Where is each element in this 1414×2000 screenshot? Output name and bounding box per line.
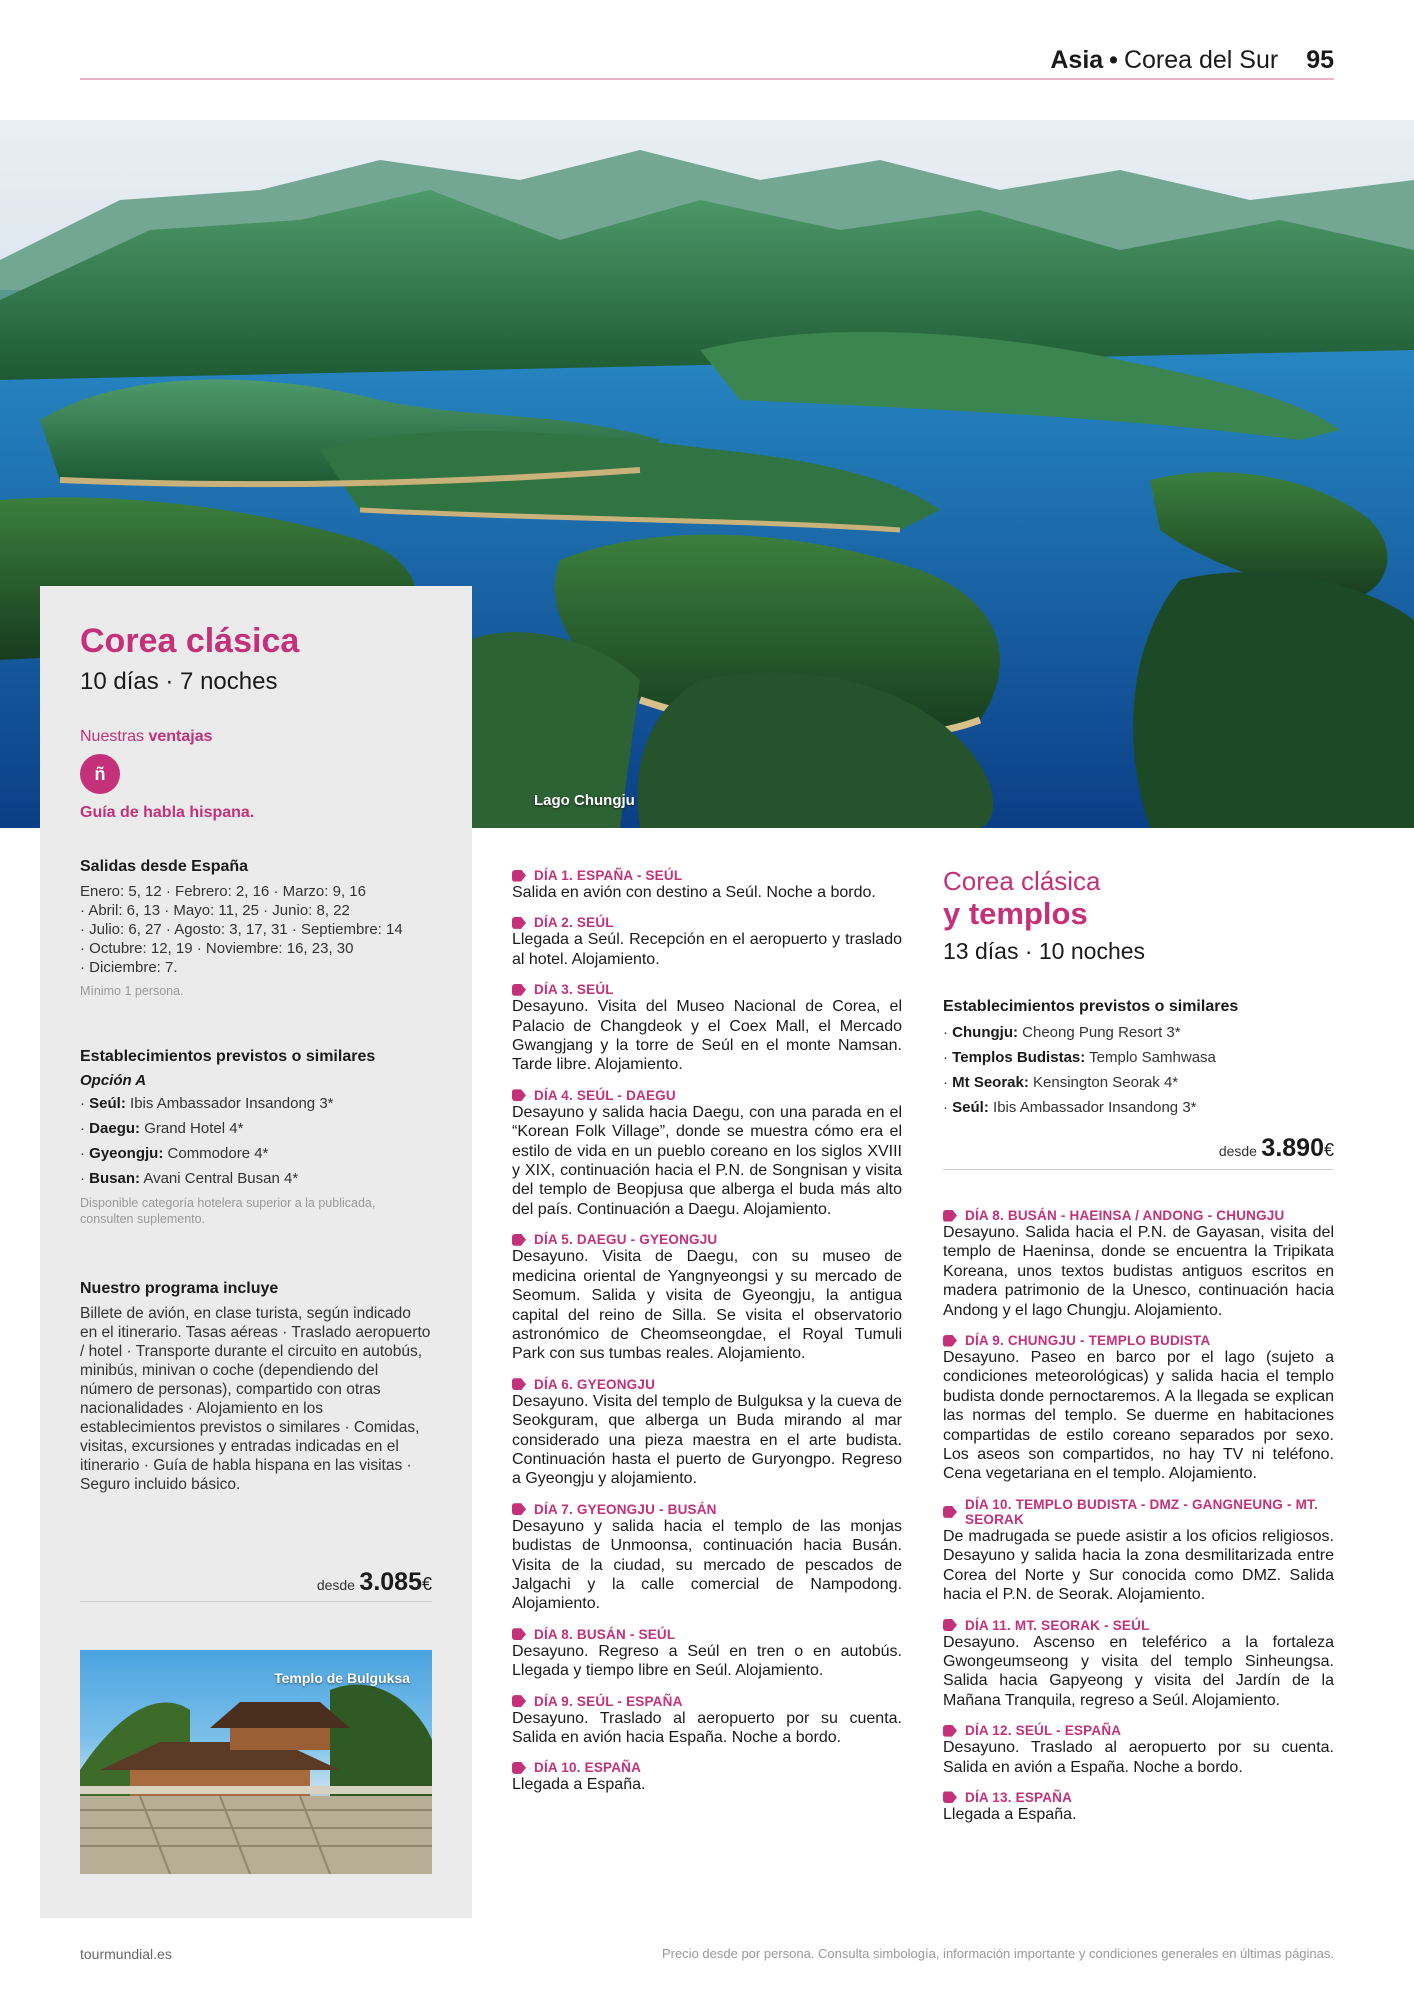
hotel-item (943, 1095, 1334, 1120)
advantages-strong: ventajas (148, 728, 213, 745)
temple-photo (80, 1650, 432, 1874)
hotel-city: Busan: (89, 1170, 141, 1187)
hotel-city: Templos Budistas: (952, 1049, 1086, 1066)
header-region: Asia (1050, 46, 1104, 74)
advantages-prefix: Nuestras (80, 728, 145, 745)
includes-text: Billete de avión, en clase turista, según indicado en el itinerario. Tasas aéreas · Traslado aeropuerto / hotel · Transporte durante el circuito en autobús, minibús, minivan o coche (dependiendo del número de personas), compartido con otras nacionalidades · Alojamiento en los establecimientos previstos o similares · Comidas, visitas, excursiones y entradas indicadas en el itinerario · Guía de habla hispana en las visitas · Seguro incluido básico. (80, 1305, 431, 1493)
page-number: 95 (1306, 46, 1334, 74)
hotel-name: Ibis Ambassador Insandong 3* (130, 1095, 334, 1112)
arrow-icon (512, 917, 526, 929)
tour2-hotel-list (943, 1020, 1334, 1120)
hotel-name: Cheong Pung Resort 3* (1022, 1024, 1181, 1041)
arrow-icon (512, 1762, 526, 1774)
day-text: Desayuno y salida hacia Daegu, con una parada en el “Korean Folk Village”, donde se muestra cómo era el estilo de vida en un pueblo coreano en los siglos XVIII y XIX, continuación hacia el P.N. de Songnisan y visita del templo de Beopjusa que alberga el buda más alto del país. Continuación a Daegu. Alojamiento. (512, 1103, 902, 1218)
itinerary-column-1 (512, 868, 902, 1808)
header-separator: • (1109, 46, 1118, 74)
day-text: Desayuno. Visita del templo de Bulguksa y la cueva de Seokguram, que alberga un Buda mirando al mar considerado una pieza maestra en el arte budista. Continuación hasta el puerto de Guryongpo. Regreso a Gyeongju y alojamiento. (512, 1392, 902, 1488)
tour2-hotels-title: Establecimientos previstos o similares (943, 998, 1239, 1015)
price-box (80, 1568, 432, 1602)
arrow-icon (943, 1506, 957, 1518)
day-text: Llegada a España. (943, 1805, 1077, 1823)
hotels-section (80, 1048, 432, 1227)
departures-list (80, 882, 432, 977)
day-text: Desayuno. Traslado al aeropuerto por su cuenta. Salida en avión hacia España. Noche a bordo. (512, 1709, 902, 1746)
arrow-icon (943, 1335, 957, 1347)
hotel-item (80, 1116, 432, 1141)
arrow-icon (512, 1503, 526, 1515)
footer-disclaimer: Precio desde por persona. Consulta simbología, información importante y condiciones generales en últimas páginas. (661, 1946, 1334, 1961)
hotel-item (80, 1166, 432, 1191)
arrow-icon (943, 1725, 957, 1737)
departures-line: · Julio: 6, 27 · Agosto: 3, 17, 31 · Septiembre: 14 (80, 921, 403, 938)
hotel-name: Avani Central Busan 4* (143, 1170, 299, 1187)
hotel-city: Daegu: (89, 1120, 141, 1137)
arrow-icon (512, 1378, 526, 1390)
tour-info-panel (40, 586, 472, 1918)
itinerary-day (512, 1627, 902, 1681)
day-heading: DÍA 11. MT. SEORAK - SEÚL (965, 1617, 1150, 1633)
departures-line: · Octubre: 12, 19 · Noviembre: 16, 23, 30 (80, 940, 354, 957)
price-value: 3.085 (359, 1568, 422, 1596)
day-heading: DÍA 7. GYEONGJU - BUSÁN (534, 1501, 717, 1517)
departures-title: Salidas desde España (80, 858, 249, 875)
hotel-name: Ibis Ambassador Insandong 3* (993, 1099, 1197, 1116)
itinerary-day (512, 1232, 902, 1363)
header-breadcrumb (1050, 46, 1334, 75)
hotels-title: Establecimientos previstos o similares (80, 1048, 376, 1065)
arrow-icon (512, 1089, 526, 1101)
departures-line: Enero: 5, 12 · Febrero: 2, 16 · Marzo: 9, 16 (80, 883, 366, 900)
day-text: Desayuno. Paseo en barco por el lago (sujeto a condiciones meteorológicas) y salida hacia el templo budista donde pernoctaremos. A la llegada se explican las normas del templo. Se duerme en habitaciones compartidas de estilo coreano separados por sexo. Los aseos son compartidos, no hay TV ni teléfono. Cena vegetariana en el templo. Alojamiento. (943, 1349, 1334, 1483)
hotel-city: Seúl: (952, 1099, 989, 1116)
hotel-item (80, 1141, 432, 1166)
arrow-icon (512, 1695, 526, 1707)
hotel-city: Seúl: (89, 1095, 126, 1112)
day-text: Llegada a España. (512, 1776, 646, 1794)
includes-title: Nuestro programa incluye (80, 1280, 279, 1297)
day-text: Desayuno. Ascenso en teleférico a la fortaleza Gwongeumseong y visita del templo Sinheungsa. Salida hacia Gapyeong y visita del Jardín de la Mañana Tranquila, regreso a Seúl. Alojamiento. (943, 1633, 1334, 1709)
day-heading: DÍA 9. SEÚL - ESPAÑA (534, 1693, 683, 1709)
itinerary-day (512, 1377, 902, 1489)
hotel-city: Gyeongju: (89, 1145, 164, 1162)
day-heading: DÍA 8. BUSÁN - HAEINSA / ANDONG - CHUNGJU (965, 1208, 1285, 1223)
tour2-title-line1: Corea clásica (943, 866, 1101, 896)
tour2-duration: 13 días · 10 noches (943, 938, 1146, 964)
day-text: Salida en avión con destino a Seúl. Noche a bordo. (512, 884, 876, 901)
hotel-name: Commodore 4* (167, 1145, 269, 1162)
day-heading: DÍA 13. ESPAÑA (965, 1789, 1073, 1805)
day-text: De madrugada se puede asistir a los oficios religiosos. Desayuno y salida hacia la zona desmilitarizada entre Corea del Norte y Sur conocida como DMZ. Salida hacia el P.N. de Seorak. Alojamiento. (943, 1527, 1334, 1604)
hotel-note: Disponible categoría hotelera superior a la publicada, consulten suplemento. (80, 1196, 376, 1226)
hotel-name: Templo Samhwasa (1089, 1049, 1216, 1066)
arrow-icon (512, 870, 526, 882)
day-heading: DÍA 5. DAEGU - GYEONGJU (534, 1232, 718, 1248)
itinerary-day (512, 1694, 902, 1748)
header-country: Corea del Sur (1123, 46, 1279, 74)
day-text: Desayuno. Regreso a Seúl en tren o en autobús. Llegada y tiempo libre en Seúl. Alojamiento. (512, 1642, 902, 1680)
day-text: Desayuno. Salida hacia el P.N. de Gayasan, visita del templo de Haeninsa, donde se encuentra la Tripikata Koreana, unos textos budistas antiguos escritos en madera patrimonio de la Unesco, continuación hacia Andong y el lago Chungju. Alojamiento. (943, 1224, 1334, 1319)
price-prefix: desde (1218, 1143, 1257, 1159)
departures-section (80, 858, 432, 999)
price-prefix: desde (316, 1577, 355, 1593)
hotel-list (80, 1091, 432, 1191)
day-heading: DÍA 9. CHUNGJU - TEMPLO BUDISTA (965, 1333, 1211, 1349)
hotel-city: Mt Seorak: (952, 1074, 1029, 1091)
day-heading: DÍA 1. ESPAÑA - SEÚL (534, 868, 683, 883)
day-text: Desayuno y salida hacia el templo de las monjas budistas de Unmoonsa, continuación hacia Busán. Visita de la ciudad, su mercado de pescados de Jalgachi y la calle comercial de Nampodong. Alojamiento. (512, 1517, 902, 1613)
arrow-icon (943, 1619, 957, 1631)
includes-section (80, 1280, 432, 1494)
itinerary-day (512, 868, 902, 902)
itinerary-column-2 (943, 1208, 1334, 1837)
price-currency: € (1323, 1140, 1334, 1160)
day-heading: DÍA 4. SEÚL - DAEGU (534, 1087, 676, 1103)
itinerary-day (943, 1618, 1334, 1711)
day-text: Desayuno. Visita del Museo Nacional de Corea, el Palacio de Changdeok y el Coex Mall, el Mercado Gwangjang y la torre de Seúl en el monte Namsan. Tarde libre. Alojamiento. (512, 998, 902, 1074)
itinerary-day (512, 982, 902, 1075)
itinerary-day (512, 1502, 902, 1614)
itinerary-day (512, 1088, 902, 1219)
arrow-icon (943, 1210, 957, 1222)
hotel-item (943, 1070, 1334, 1095)
tour2-title-line2: y templos (943, 896, 1088, 931)
tour2-price-box (943, 1134, 1334, 1170)
minimum-note: Mínimo 1 persona. (80, 984, 184, 998)
tour-title: Corea clásica (80, 622, 300, 660)
day-text: Desayuno. Visita de Daegu, con su museo de medicina oriental de Yangnyeongsi y su mercado de Seomum. Salida y visita de Gyeongju, la antigua capital del reino de Silla. Se visita el observatorio astronómico de Cheomseongdae, el Royal Tumuli Park con sus tumbas reales. Alojamiento. (512, 1248, 902, 1363)
hotel-item (943, 1020, 1334, 1045)
hotel-name: Kensington Seorak 4* (1033, 1074, 1179, 1091)
hotel-city: Chungju: (952, 1024, 1018, 1041)
hotel-item (943, 1045, 1334, 1070)
day-text: Llegada a Seúl. Recepción en el aeropuerto y traslado al hotel. Alojamiento. (512, 931, 902, 968)
day-heading: DÍA 6. GYEONGJU (534, 1376, 656, 1392)
footer-website-link[interactable]: tourmundial.es (80, 1946, 172, 1962)
spanish-guide-icon: ñ (80, 754, 120, 794)
departures-line: · Abril: 6, 13 · Mayo: 11, 25 · Junio: 8, 22 (80, 902, 350, 919)
advantages-label (80, 728, 432, 746)
day-text: Desayuno. Traslado al aeropuerto por su cuenta. Salida en avión a España. Noche a bordo. (943, 1739, 1334, 1776)
itinerary-day (512, 915, 902, 969)
departures-line: · Diciembre: 7. (80, 959, 178, 976)
hero-caption: Lago Chungju (534, 792, 635, 809)
itinerary-day (943, 1723, 1334, 1777)
day-heading: DÍA 12. SEÚL - ESPAÑA (965, 1723, 1122, 1739)
price-value: 3.890 (1261, 1134, 1324, 1162)
itinerary-day (943, 1497, 1334, 1605)
itinerary-day (512, 1760, 902, 1794)
option-label: Opción A (80, 1072, 147, 1089)
arrow-icon (512, 1628, 526, 1640)
day-heading: DÍA 10. TEMPLO BUDISTA - DMZ - GANGNEUNG - MT. SEORAK (965, 1496, 1318, 1527)
arrow-icon (512, 984, 526, 996)
tour-duration: 10 días · 7 noches (80, 668, 278, 695)
arrow-icon (943, 1791, 957, 1803)
hotel-name: Grand Hotel 4* (144, 1120, 244, 1137)
price-currency: € (421, 1574, 432, 1594)
tour2-hotels-section (943, 998, 1334, 1120)
day-heading: DÍA 3. SEÚL (534, 982, 614, 998)
itinerary-day (943, 1208, 1334, 1320)
hotel-item (80, 1091, 432, 1116)
itinerary-day (943, 1333, 1334, 1484)
arrow-icon (512, 1234, 526, 1246)
temple-caption: Templo de Bulguksa (274, 1670, 410, 1686)
spanish-guide-label: Guía de habla hispana. (80, 804, 255, 821)
day-heading: DÍA 8. BUSÁN - SEÚL (534, 1626, 676, 1642)
page-header (80, 44, 1334, 80)
day-heading: DÍA 10. ESPAÑA (534, 1760, 642, 1776)
itinerary-day (943, 1790, 1334, 1824)
day-heading: DÍA 2. SEÚL (534, 915, 614, 931)
